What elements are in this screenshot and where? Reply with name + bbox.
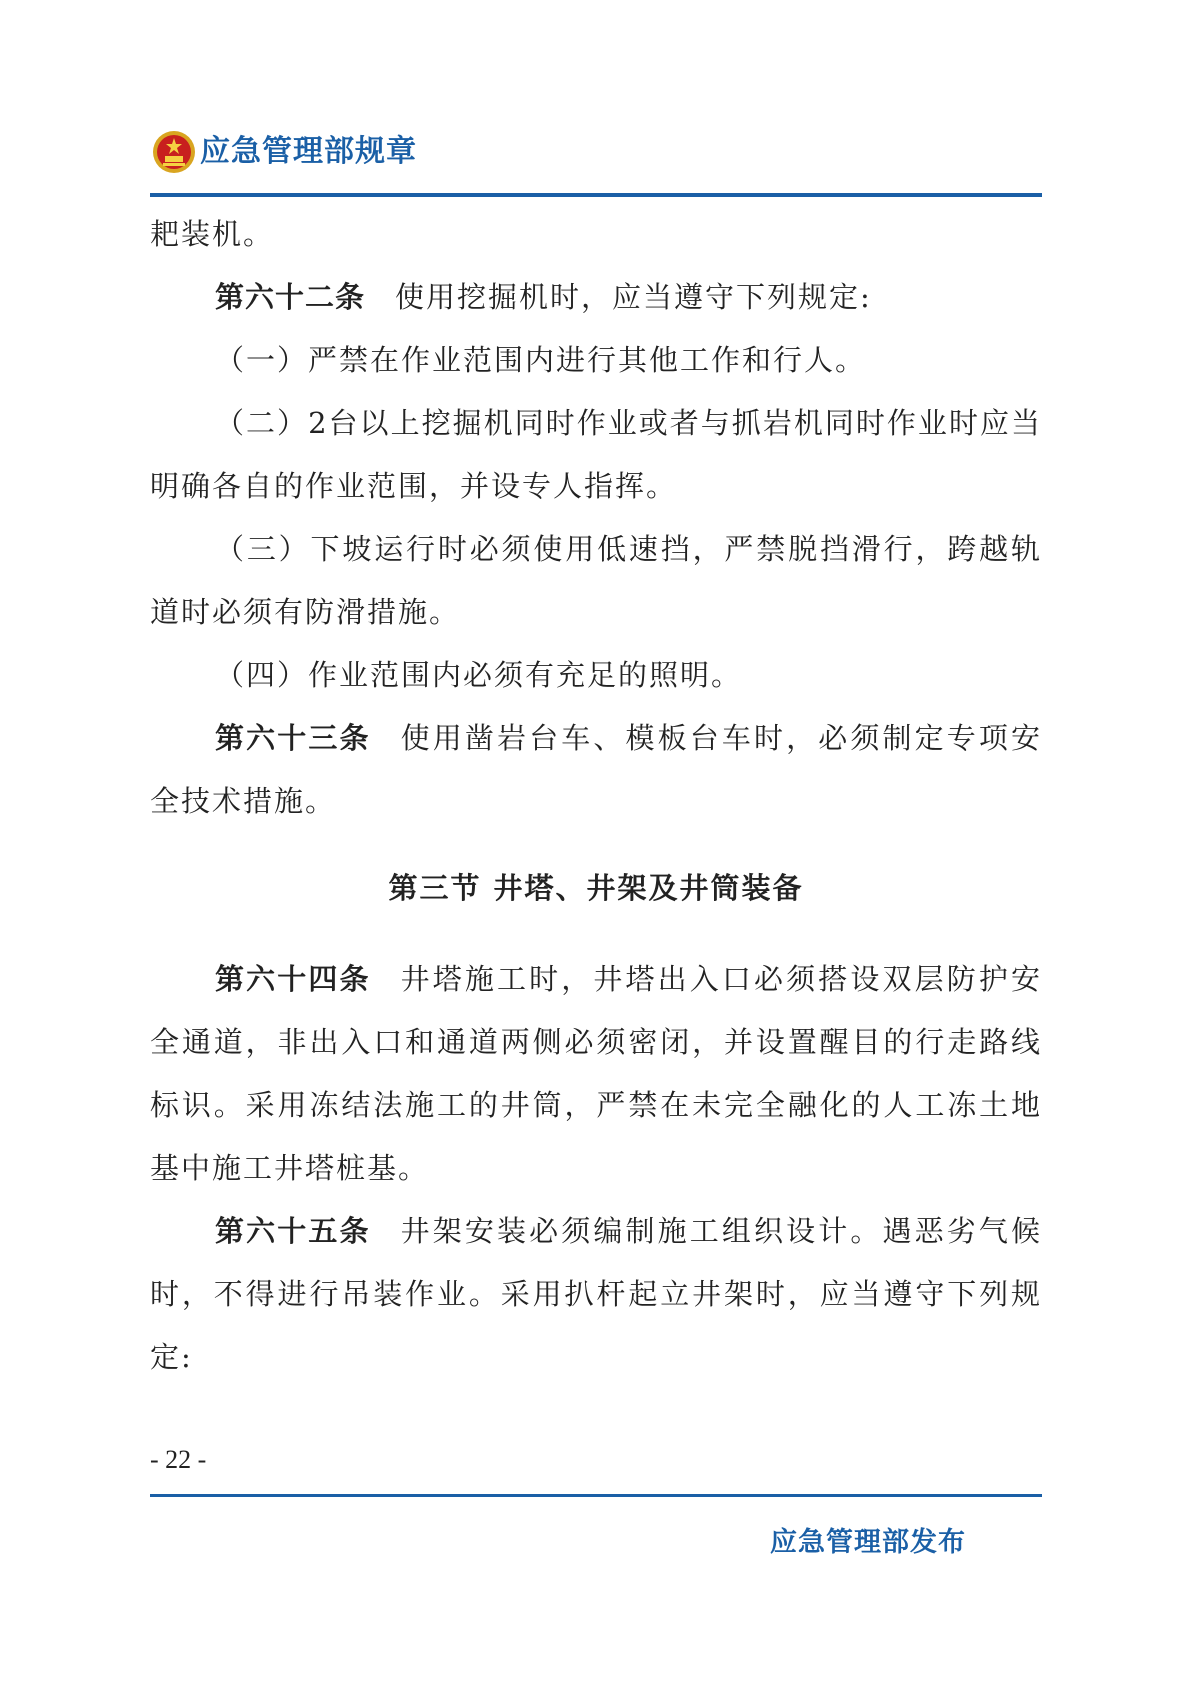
article-62-item-2: （二）2台以上挖掘机同时作业或者与抓岩机同时作业时应当明确各自的作业范围，并设专人指挥。 — [150, 406, 1042, 503]
header-title: 应急管理部规章 — [200, 134, 417, 169]
paragraph: 耙装机。 — [150, 217, 275, 251]
footer-publisher: 应急管理部发布 — [770, 1527, 966, 1558]
page-number: - 22 - — [150, 1445, 207, 1474]
document-body — [150, 203, 1042, 1389]
section-title: 第三节 井塔、井架及井筒装备 — [388, 871, 804, 905]
footer-divider — [150, 1494, 1042, 1497]
article-62-item-4: （四）作业范围内必须有充足的照明。 — [215, 658, 743, 692]
article-62-item-3: （三）下坡运行时必须使用低速挡，严禁脱挡滑行，跨越轨道时必须有防滑措施。 — [150, 532, 1042, 629]
article-62-item-1: （一）严禁在作业范围内进行其他工作和行人。 — [215, 343, 867, 377]
article-64-label: 第六十四条 — [215, 962, 371, 996]
article-62-text: 使用挖掘机时，应当遵守下列规定: — [395, 280, 872, 314]
article-65-text: 井架安装必须编制施工组织设计。遇恶劣气候时，不得进行吊装作业。采用扒杆起立井架时，应当遵守下列规定: — [150, 1214, 1042, 1374]
article-64-text: 井塔施工时，井塔出入口必须搭设双层防护安全通道，非出入口和通道两侧必须密闭，并设置醒目的行走路线标识。采用冻结法施工的井筒，严禁在未完全融化的人工冻土地基中施工井塔桩基。 — [150, 962, 1042, 1185]
national-emblem-icon — [152, 130, 196, 174]
article-63-text: 使用凿岩台车、模板台车时，必须制定专项安全技术措施。 — [150, 721, 1042, 818]
article-64 — [150, 948, 1042, 1200]
article-62-label: 第六十二条 — [215, 280, 366, 314]
page-header — [150, 128, 1042, 198]
article-63 — [150, 707, 1042, 833]
header-divider — [150, 193, 1042, 197]
article-62 — [150, 266, 1042, 329]
article-65 — [150, 1200, 1042, 1389]
article-63-label: 第六十三条 — [215, 721, 371, 755]
article-65-label: 第六十五条 — [215, 1214, 371, 1248]
